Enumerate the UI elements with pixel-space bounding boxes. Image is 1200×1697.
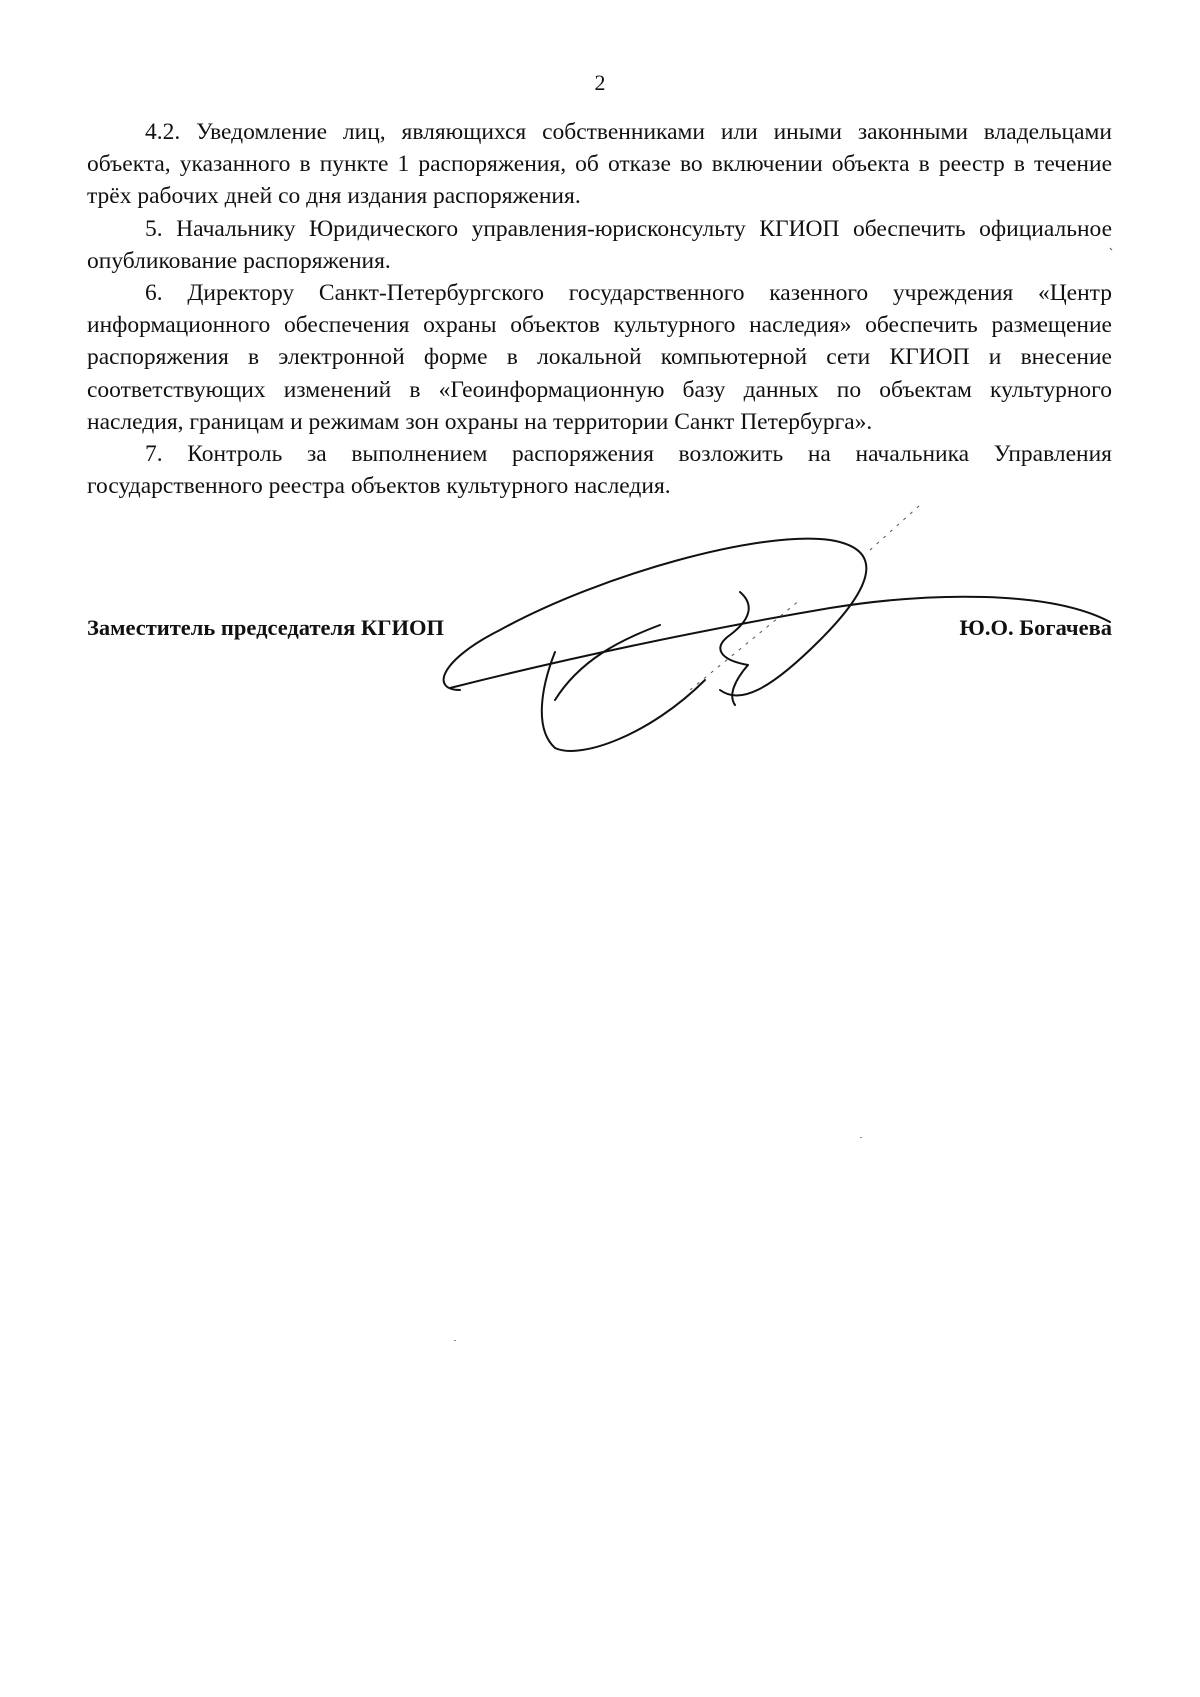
signature-block <box>87 612 1112 652</box>
paragraph-4-2: 4.2. Уведомление лиц, являющихся собственниками или иными законными владельцами объекта, указанного в пункте 1 распоряжения, об отказе во включении объекта в реестр в течение трёх рабочих дней со дня издания распоряжения. <box>87 119 1112 210</box>
scan-artifact <box>860 1137 862 1138</box>
scan-artifact <box>454 1340 456 1341</box>
paragraph-5: 5. Начальнику Юридического управления-юрисконсульту КГИОП обеспечить официальное опубликование распоряжения. <box>87 215 1112 274</box>
document-body <box>87 116 1112 502</box>
paragraph-6: 6. Директору Санкт-Петербургского государственного казенного учреждения «Центр информационного обеспечения охраны объектов культурного наследия» обеспечить размещение распоряжения в электронной форме в локальной компьютерной сети КГИОП и внесение соответствующих изменений в «Геоинформационную базу данных по объектам культурного наследия, границам и режимам зон охраны на территории Санкт Петербурга». <box>87 280 1112 435</box>
page-number: 2 <box>594 70 606 95</box>
signatory-name: Ю.О. Богачева <box>959 615 1112 640</box>
signatory-position: Заместитель председателя КГИОП <box>87 615 445 640</box>
paragraph-7: 7. Контроль за выполнением распоряжения возложить на начальника Управления государственного реестра объектов культурного наследия. <box>87 441 1112 500</box>
